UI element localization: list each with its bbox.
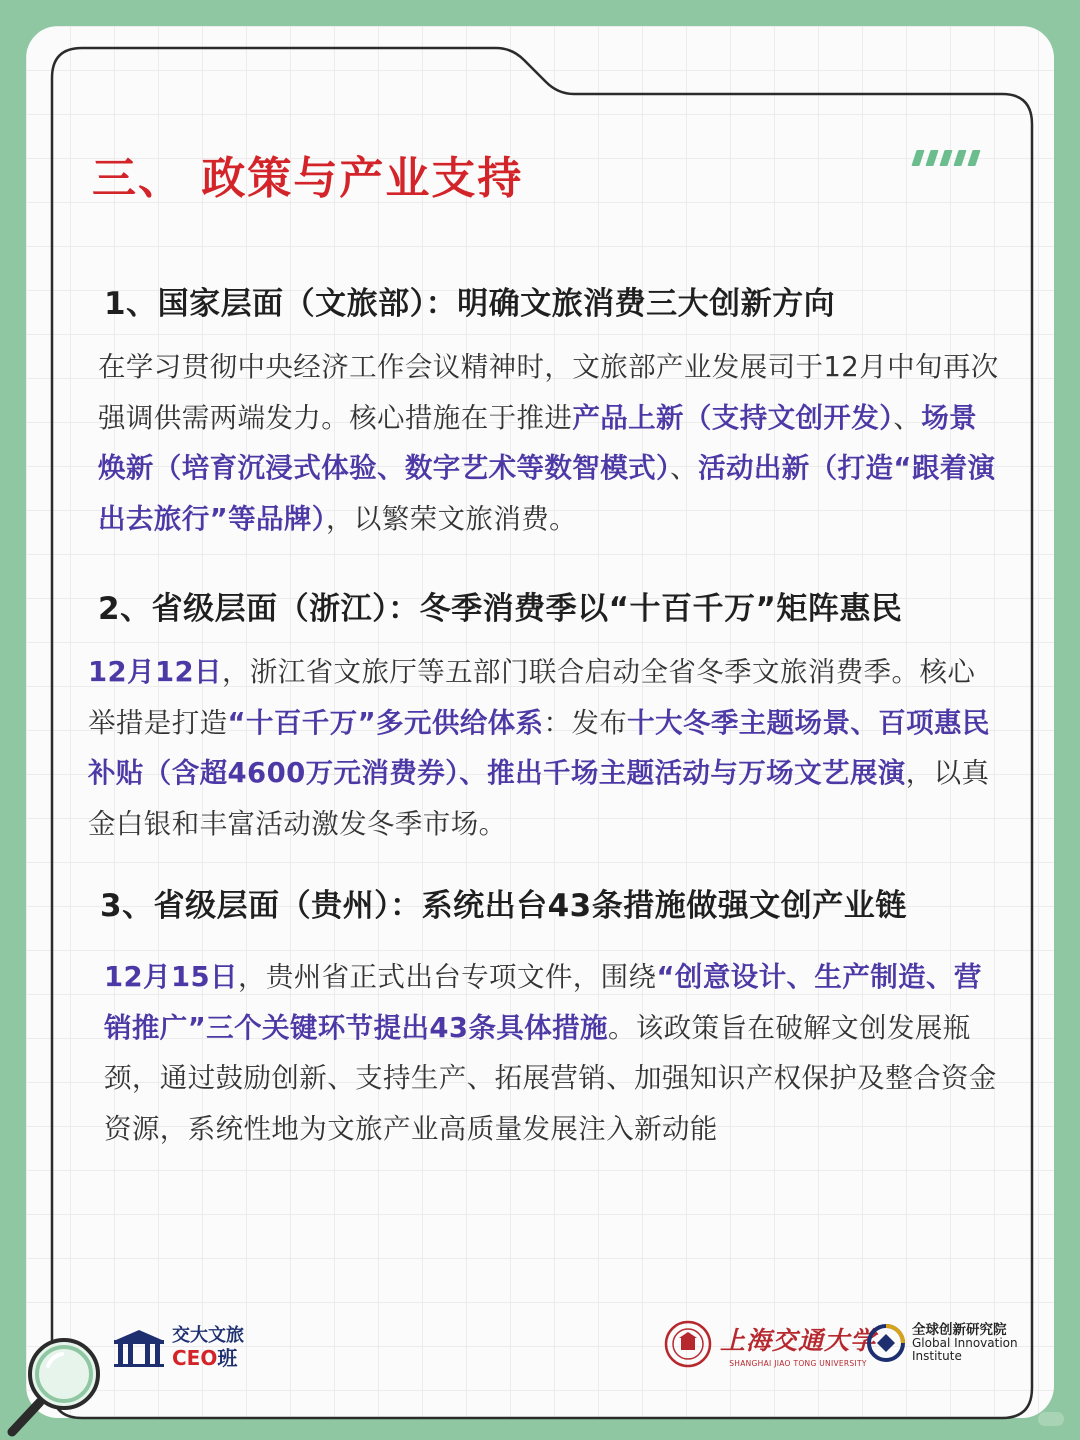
sjtu-name-cn: 上海交通大学	[720, 1325, 877, 1355]
section-1-paragraph: 在学习贯彻中央经济工作会议精神时，文旅部产业发展司于12月中旬再次强调供需两端发力。核心措施在于推进产品上新（支持文创开发）、场景焕新（培育沉浸式体验、数字艺术等数智模式）、活动出新（打造“跟着演出去旅行”等品牌），以繁荣文旅消费。	[98, 351, 999, 535]
gii-name-en-1: Global Innovation	[912, 1336, 1018, 1351]
gii-emblem-icon	[866, 1322, 906, 1364]
section-2-heading: 2、省级层面（浙江）：冬季消费季以“十百千万”矩阵惠民	[98, 591, 903, 627]
page-title: 三、 政策与产业支持	[92, 153, 524, 204]
section-2-paragraph: 12月12日，浙江省文旅厅等五部门联合启动全省冬季文旅消费季。核心举措是打造“十百千万”多元供给体系：发布十大冬季主题场景、百项惠民补贴（含超4600万元消费券）、推出千场主题活动与万场文艺展演，以真金白银和丰富活动激发冬季市场。	[88, 656, 990, 840]
section-3-paragraph: 12月15日，贵州省正式出台专项文件，围绕“创意设计、生产制造、营销推广”三个关键环节提出43条具体措施。该政策旨在破解文创发展瓶颈，通过鼓励创新、支持生产、拓展营销、加强知识产权保护及整合资金资源，系统性地为文旅产业高质量发展注入新动能	[104, 961, 997, 1145]
section-1-heading: 1、国家层面（文旅部）：明确文旅消费三大创新方向	[104, 286, 836, 322]
gii-logo	[866, 1322, 1018, 1364]
university-seal-icon	[664, 1320, 712, 1368]
section-3-heading: 3、省级层面（贵州）：系统出台43条措施做强文创产业链	[100, 888, 907, 924]
logo-text-line1: 交大文旅	[172, 1324, 244, 1346]
magnifier-icon	[0, 1326, 110, 1440]
decorative-stripes	[914, 150, 978, 166]
ceo-class-logo	[112, 1326, 244, 1368]
sjtu-logo	[664, 1320, 876, 1368]
sjtu-name-en: SHANGHAI JIAO TONG UNIVERSITY	[729, 1358, 867, 1368]
archway-icon	[112, 1326, 166, 1368]
page-indicator-dot	[1038, 1412, 1064, 1426]
gii-name-cn: 全球创新研究院	[912, 1322, 1007, 1339]
gii-name-en-2: Institute	[912, 1349, 962, 1364]
logo-text-line2: CEO班	[172, 1345, 238, 1370]
